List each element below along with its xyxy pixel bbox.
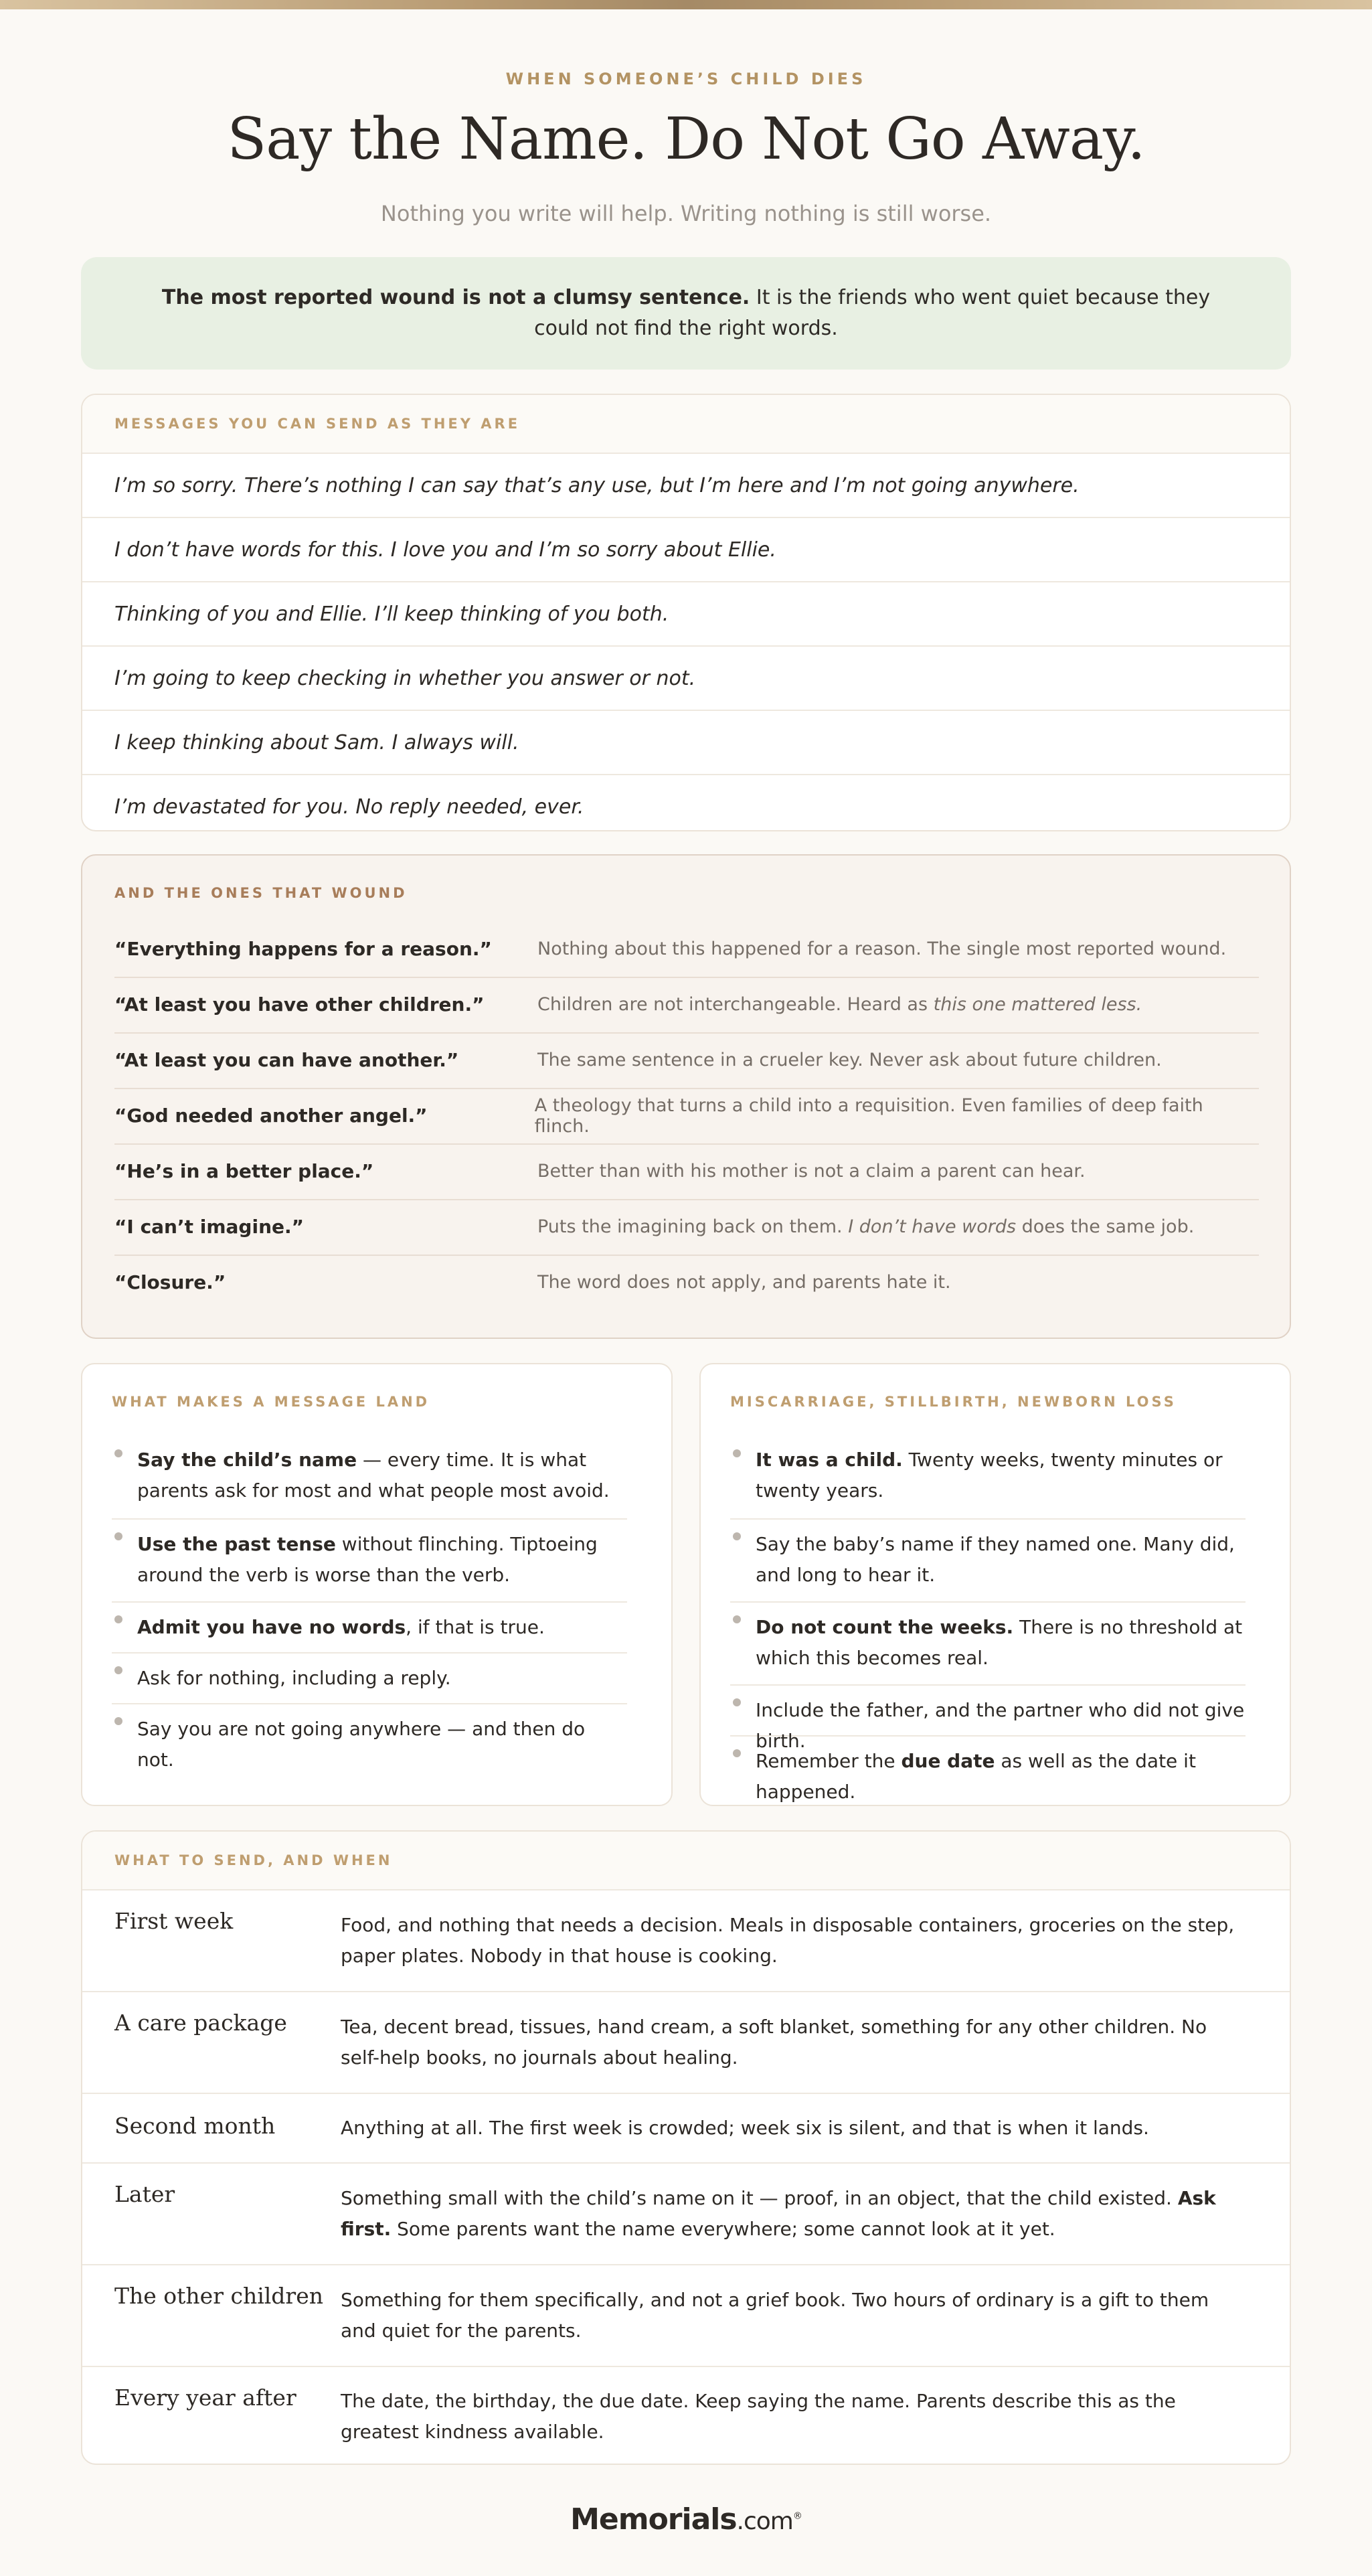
wound-phrase: “Closure.” <box>114 1271 226 1293</box>
loss-item: Include the father, and the partner who did not give birth. <box>730 1686 1246 1737</box>
schedule-when: Second month <box>114 2113 276 2139</box>
page-title: Say the Name. Do Not Go Away. <box>227 106 1145 173</box>
land-item: Use the past tense without flinching. Tiptoeing around the verb is worse than the verb. <box>112 1520 627 1603</box>
loss-item: Say the baby’s name if they named one. Many did, and long to hear it. <box>730 1520 1246 1603</box>
schedule-row <box>82 1890 1290 1992</box>
messages-heading: MESSAGES YOU CAN SEND AS THEY ARE <box>82 395 1290 454</box>
wound-phrase: “At least you can have another.” <box>114 1049 459 1071</box>
wound-row <box>114 921 1259 978</box>
schedule-row <box>82 2265 1290 2367</box>
schedule-when: Later <box>114 2181 175 2207</box>
eyebrow: WHEN SOMEONE’S CHILD DIES <box>505 70 867 88</box>
loss-item: It was a child. Twenty weeks, twenty minutes or twenty years. <box>730 1437 1246 1520</box>
page-subtitle: Nothing you write will help. Writing nothing is still worse. <box>380 201 992 226</box>
schedule-row <box>82 2367 1290 2465</box>
loss-item: Do not count the weeks. There is no threshold at which this becomes real. <box>730 1603 1246 1686</box>
wound-row <box>114 977 1259 1034</box>
schedule-what: Tea, decent bread, tissues, hand cream, a soft blanket, something for any other children. No self-help books, no journals about healing. <box>341 2016 1207 2069</box>
wound-row <box>114 1143 1259 1200</box>
newborn-loss-card <box>699 1363 1291 1806</box>
wound-explanation: Children are not interchangeable. Heard as this one mattered less. <box>537 994 1142 1015</box>
schedule-when: A care package <box>114 2010 287 2036</box>
wound-phrase: “At least you have other children.” <box>114 993 485 1016</box>
land-heading: WHAT MAKES A MESSAGE LAND <box>112 1394 430 1410</box>
land-item: Say the child’s name — every time. It is what parents ask for most and what people most avoid. <box>112 1437 627 1520</box>
message-item: I’m going to keep checking in whether you answer or not. <box>82 647 1290 711</box>
schedule-what: Anything at all. The first week is crowded; week six is silent, and that is when it lands. <box>341 2117 1149 2139</box>
wound-explanation: The word does not apply, and parents hate it. <box>537 1272 951 1293</box>
top-accent-bar <box>0 0 1372 9</box>
wound-row <box>114 1199 1259 1256</box>
message-item: I keep thinking about Sam. I always will. <box>82 711 1290 775</box>
wounding-phrases-card <box>81 854 1291 1339</box>
wound-row <box>114 1255 1259 1310</box>
callout-text: It is the friends who went quiet because they could not find the right words. <box>534 286 1211 340</box>
callout-bold: The most reported wound is not a clumsy sentence. <box>161 286 750 309</box>
schedule-what: Something for them specifically, and not a grief book. Two hours of ordinary is a gift to them and quiet for the parents. <box>341 2289 1209 2342</box>
schedule-card <box>81 1830 1291 2465</box>
wound-phrase: “He’s in a better place.” <box>114 1160 374 1182</box>
wound-phrase: “Everything happens for a reason.” <box>114 938 492 960</box>
wound-explanation: Puts the imagining back on them. I don’t have words does the same job. <box>537 1216 1195 1237</box>
schedule-row <box>82 1992 1290 2094</box>
wound-row <box>114 1032 1259 1089</box>
message-item: I’m so sorry. There’s nothing I can say that’s any use, but I’m here and I’m not going anywhere. <box>82 454 1290 518</box>
schedule-what: Food, and nothing that needs a decision. Meals in disposable containers, groceries on the step, paper plates. Nobody in that house is cooking. <box>341 1914 1235 1967</box>
schedule-heading: WHAT TO SEND, AND WHEN <box>82 1832 1290 1890</box>
wound-phrase: “I can’t imagine.” <box>114 1216 305 1238</box>
schedule-what: Something small with the child’s name on it — proof, in an object, that the child existed. Ask first. Some parents want the name everywhere; some cannot look at it yet. <box>341 2187 1216 2240</box>
wound-explanation: Nothing about this happened for a reason. The single most reported wound. <box>537 939 1227 959</box>
land-item: Admit you have no words, if that is true. <box>112 1603 627 1654</box>
message-item: Thinking of you and Ellie. I’ll keep thinking of you both. <box>82 582 1290 647</box>
loss-heading: MISCARRIAGE, STILLBIRTH, NEWBORN LOSS <box>730 1394 1177 1410</box>
land-item: Ask for nothing, including a reply. <box>112 1654 627 1704</box>
wound-explanation: Better than with his mother is not a claim a parent can hear. <box>537 1161 1086 1182</box>
schedule-row <box>82 2164 1290 2265</box>
wound-phrase: “God needed another angel.” <box>114 1105 428 1127</box>
message-item: I’m devastated for you. No reply needed, ever. <box>114 795 584 819</box>
memorials-logo[interactable]: Memorials.com® <box>570 2502 802 2537</box>
wound-row <box>114 1088 1259 1145</box>
schedule-row <box>82 2094 1290 2164</box>
wound-explanation: A theology that turns a child into a requisition. Even families of deep faith flinch. <box>534 1095 1203 1137</box>
messages-card <box>81 394 1291 831</box>
loss-item: Remember the due date as well as the date it happened. <box>730 1737 1246 1787</box>
key-callout <box>81 257 1291 370</box>
schedule-when: Every year after <box>114 2385 296 2411</box>
message-item: I don’t have words for this. I love you and I’m so sorry about Ellie. <box>82 518 1290 582</box>
schedule-when: First week <box>114 1908 234 1934</box>
schedule-when: The other children <box>114 2283 323 2309</box>
wounds-heading: AND THE ONES THAT WOUND <box>114 885 408 901</box>
land-item: Say you are not going anywhere — and then do not. <box>112 1704 627 1755</box>
wound-explanation: The same sentence in a crueler key. Never ask about future children. <box>537 1050 1162 1070</box>
schedule-what: The date, the birthday, the due date. Keep saying the name. Parents describe this as the greatest kindness available. <box>341 2390 1176 2443</box>
land-card <box>81 1363 673 1806</box>
